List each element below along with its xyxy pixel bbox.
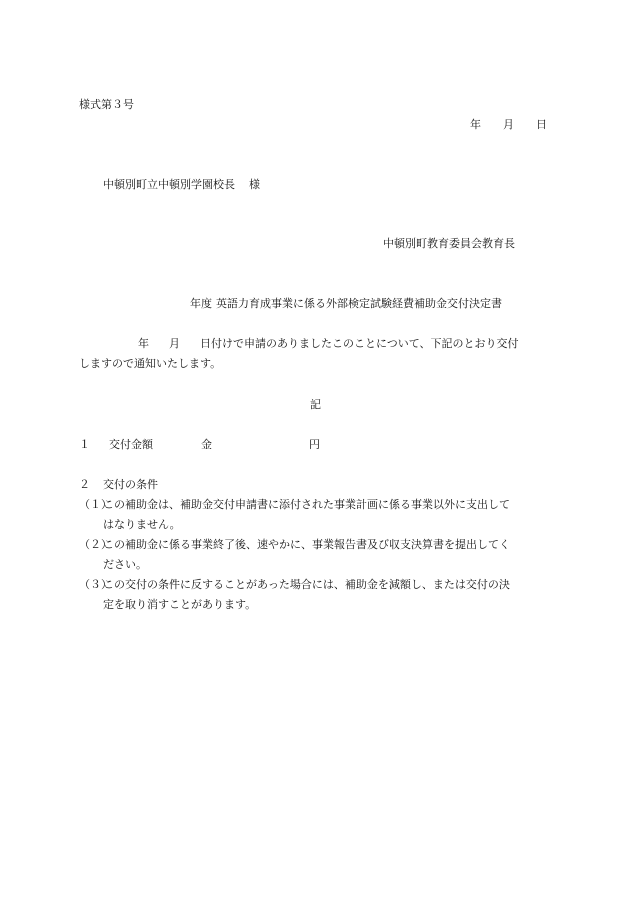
condition-3-line-2: 定を取り消すことがあります。 [103, 598, 257, 611]
title-text: 英語力育成事業に係る外部検定試験経費補助金交付決定書 [216, 297, 502, 310]
body-line1-rest: 日付けで申請のありましたこのことについて、下記のとおり交付 [200, 337, 519, 350]
conditions-number: ２ [79, 478, 90, 491]
document-title [190, 297, 502, 311]
body-year: 年 [138, 337, 149, 350]
date-day-label: 日 [536, 118, 547, 131]
amount-label: 交付金額 [109, 438, 153, 451]
conditions-heading [79, 478, 158, 492]
condition-item-3 [79, 578, 510, 592]
ki-heading: 記 [310, 398, 321, 411]
condition-2-line-1: この補助金に係る事業終了後、速やかに、事業報告書及び収支決算書を提出してく [103, 538, 510, 551]
condition-marker-1: （１） [79, 498, 112, 511]
amount-section [79, 438, 320, 452]
title-year-prefix: 年度 [190, 297, 212, 310]
form-number: 様式第３号 [79, 98, 134, 111]
amount-unit: 円 [309, 438, 320, 451]
body-line-1 [138, 337, 519, 351]
issuer-name: 中頓別町教育委員会教育長 [383, 237, 515, 250]
condition-2-line-2: ださい。 [103, 558, 147, 571]
amount-number: １ [79, 438, 90, 451]
addressee [103, 178, 260, 192]
amount-prefix: 金 [201, 438, 212, 451]
condition-marker-3: （３） [79, 578, 112, 591]
condition-marker-2: （２） [79, 538, 112, 551]
date-line [470, 118, 547, 132]
condition-item-1 [79, 498, 510, 512]
condition-1-line-2: はなりません。 [103, 518, 181, 531]
addressee-name: 中頓別町立中頓別学園校長 [103, 178, 235, 191]
condition-3-line-1: この交付の条件に反することがあった場合には、補助金を減額し、または交付の決 [103, 578, 510, 591]
condition-item-2 [79, 538, 510, 552]
body-line-2: しますので通知いたします。 [79, 357, 222, 370]
date-year-label: 年 [470, 118, 481, 131]
addressee-honorific: 様 [249, 178, 260, 191]
date-month-label: 月 [503, 118, 514, 131]
condition-1-line-1: この補助金は、補助金交付申請書に添付された事業計画に係る事業以外に支出して [103, 498, 510, 511]
conditions-heading-text: 交付の条件 [103, 478, 158, 491]
body-month: 月 [169, 337, 180, 350]
